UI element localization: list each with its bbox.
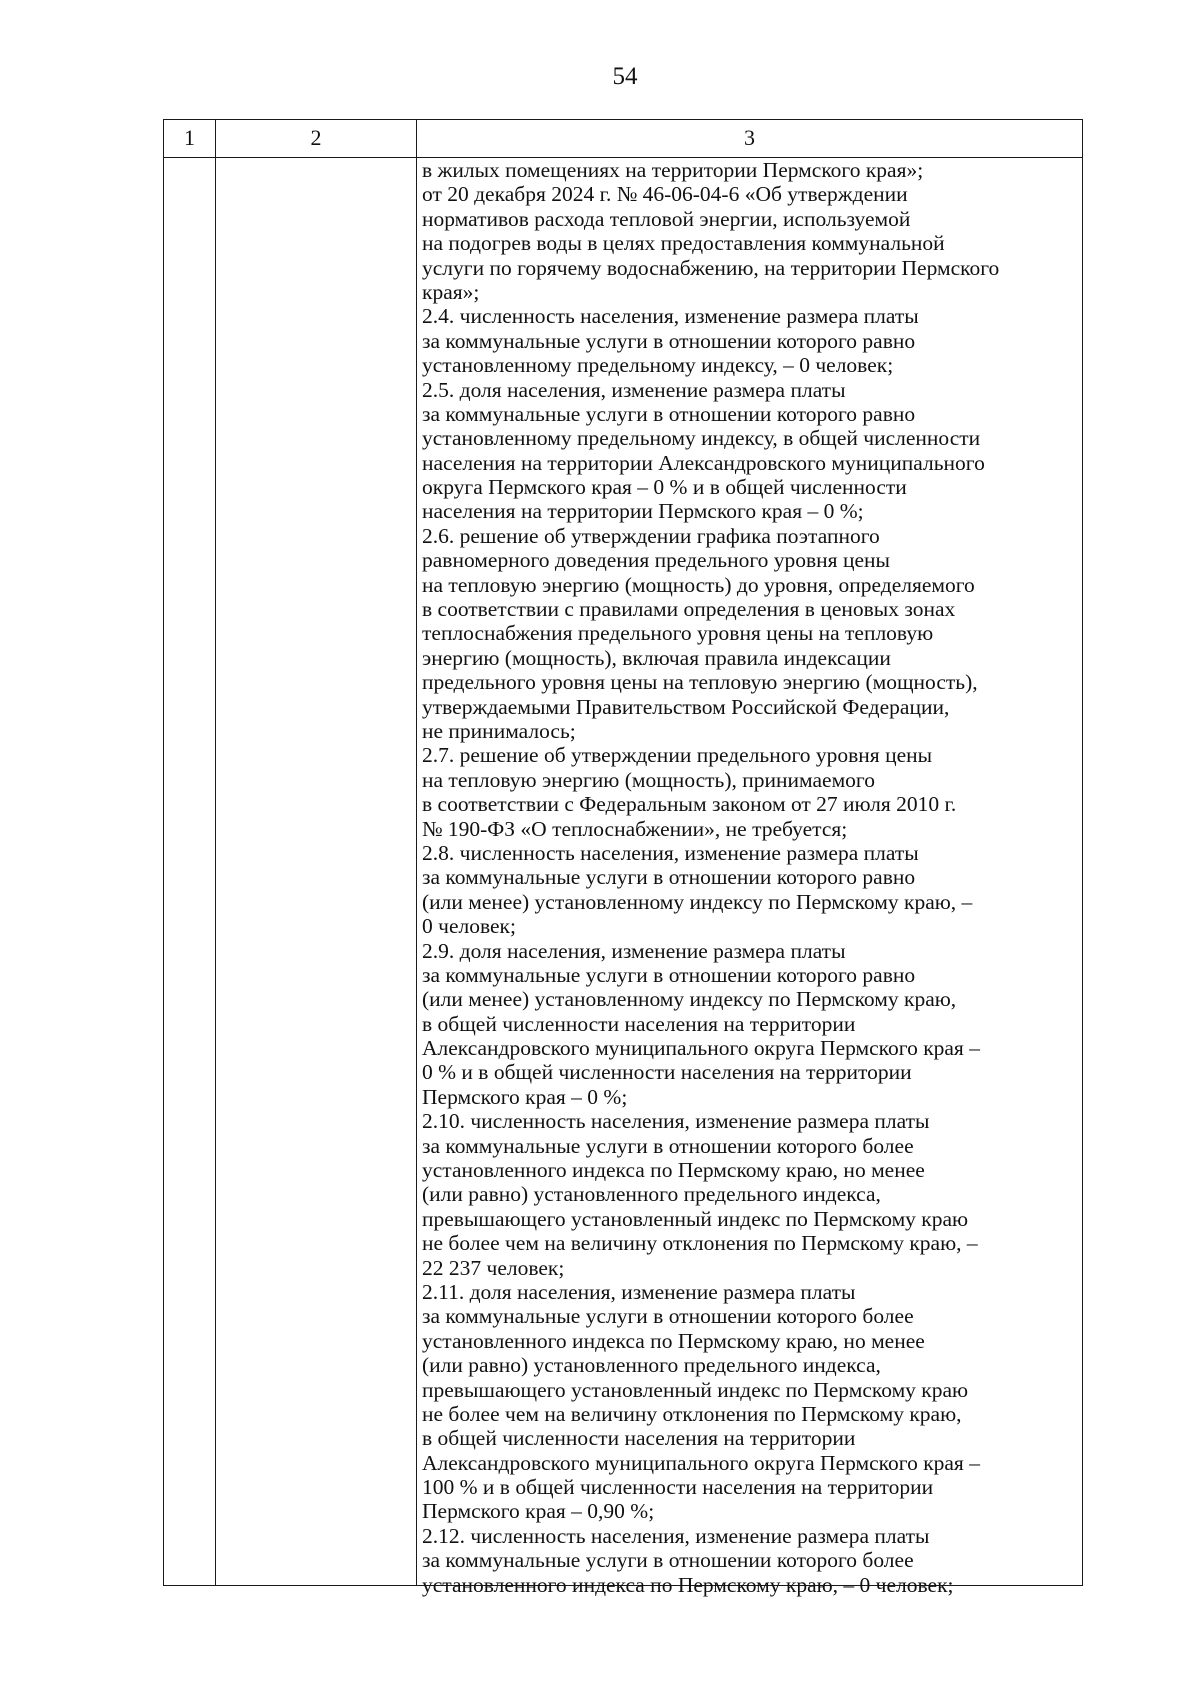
text-line: населения на территории Александровского муниципального: [422, 450, 985, 475]
text-line: установленного индекса по Пермскому краю, но менее: [422, 1328, 925, 1353]
text-line: на тепловую энергию (мощность), принимаемого: [422, 767, 875, 792]
text-line: Александровского муниципального округа Пермского края –: [422, 1036, 980, 1061]
header-cell-1: 1: [184, 125, 195, 150]
text-line: теплоснабжения предельного уровня цены на тепловую: [422, 621, 934, 646]
header-cell-2: 2: [310, 125, 322, 150]
text-line: утверждаемыми Правительством Российской Федерации,: [422, 694, 950, 719]
text-line: края»;: [422, 279, 480, 304]
text-line: Пермского края – 0,90 %;: [422, 1499, 655, 1524]
text-line: Пермского края – 0 %;: [422, 1084, 628, 1109]
text-line: установленного индекса по Пермскому краю, но менее: [422, 1158, 925, 1183]
text-line: на подогрев воды в целях предоставления коммунальной: [422, 231, 945, 256]
text-line: (или равно) установленного предельного индекса,: [422, 1353, 881, 1378]
text-line: 2.12. численность населения, изменение размера платы: [422, 1523, 930, 1548]
text-line: равномерного доведения предельного уровня цены: [422, 548, 890, 573]
text-line: 2.9. доля населения, изменение размера платы: [422, 938, 846, 963]
text-line: энергию (мощность), включая правила индексации: [422, 645, 891, 670]
column-divider-1: [215, 120, 216, 1585]
text-line: 2.7. решение об утверждении предельного уровня цены: [422, 743, 933, 768]
text-line: установленному предельному индексу, – 0 человек;: [422, 353, 894, 378]
text-line: за коммунальные услуги в отношении которого равно: [422, 401, 916, 426]
text-line: 22 237 человек;: [422, 1255, 565, 1280]
text-line: 2.6. решение об утверждении графика поэтапного: [422, 523, 880, 548]
column-divider-2: [416, 120, 417, 1585]
text-line: предельного уровня цены на тепловую энергию (мощность),: [422, 670, 978, 695]
text-line: № 190-ФЗ «О теплоснабжении», не требуется;: [422, 816, 848, 841]
text-line: 0 человек;: [422, 914, 516, 939]
text-line: в соответствии с Федеральным законом от 27 июля 2010 г.: [422, 792, 957, 817]
column-3-text: [422, 158, 1082, 1597]
text-line: превышающего установленный индекс по Пермскому краю: [422, 1377, 969, 1402]
page-number: 54: [612, 63, 638, 90]
text-line: (или менее) установленному индексу по Пермскому краю, –: [422, 889, 973, 914]
text-line: за коммунальные услуги в отношении которого более: [422, 1133, 914, 1158]
text-line: за коммунальные услуги в отношении которого равно: [422, 865, 916, 890]
text-line: превышающего установленный индекс по Пермскому краю: [422, 1206, 969, 1231]
text-line: за коммунальные услуги в отношении которого равно: [422, 962, 916, 987]
table-header-row: [164, 120, 1082, 158]
text-line: нормативов расхода тепловой энергии, используемой: [422, 206, 911, 231]
text-line: 2.8. численность населения, изменение размера платы: [422, 840, 919, 865]
text-line: за коммунальные услуги в отношении которого равно: [422, 328, 916, 353]
text-line: за коммунальные услуги в отношении которого более: [422, 1304, 914, 1329]
text-line: в общей численности населения на территории: [422, 1011, 856, 1036]
text-line: в соответствии с правилами определения в ценовых зонах: [422, 597, 956, 622]
text-line: 0 % и в общей численности населения на территории: [422, 1060, 912, 1085]
text-line: Александровского муниципального округа Пермского края –: [422, 1450, 980, 1475]
text-line: округа Пермского края – 0 % и в общей численности: [422, 475, 907, 500]
text-line: 100 % и в общей численности населения на территории: [422, 1475, 934, 1500]
text-line: на тепловую энергию (мощность) до уровня, определяемого: [422, 572, 975, 597]
text-line: за коммунальные услуги в отношении которого более: [422, 1548, 914, 1573]
document-table: [163, 119, 1083, 1597]
text-line: в общей численности населения на территории: [422, 1426, 856, 1451]
text-line: в жилых помещениях на территории Пермского края»;: [422, 158, 924, 182]
text-line: не более чем на величину отклонения по Пермскому краю,: [422, 1401, 962, 1426]
text-line: не более чем на величину отклонения по Пермскому краю, –: [422, 1231, 978, 1256]
text-line: установленного индекса по Пермскому краю, – 0 человек;: [422, 1572, 954, 1597]
text-line: (или равно) установленного предельного индекса,: [422, 1182, 881, 1207]
text-line: не принималось;: [422, 718, 576, 743]
text-line: от 20 декабря 2024 г. № 46-06-04-6 «Об утверждении: [422, 182, 908, 207]
text-line: услуги по горячему водоснабжению, на территории Пермского: [422, 255, 1000, 280]
text-line: 2.4. численность населения, изменение размера платы: [422, 304, 919, 329]
text-line: 2.11. доля населения, изменение размера платы: [422, 1279, 856, 1304]
header-cell-3: 3: [744, 125, 755, 150]
text-line: 2.5. доля населения, изменение размера платы: [422, 377, 846, 402]
text-line: установленному предельному индексу, в общей численности: [422, 426, 981, 451]
text-line: 2.10. численность населения, изменение размера платы: [422, 1109, 930, 1134]
text-line: населения на территории Пермского края – 0 %;: [422, 499, 864, 524]
text-line: (или менее) установленному индексу по Пермскому краю,: [422, 987, 957, 1012]
